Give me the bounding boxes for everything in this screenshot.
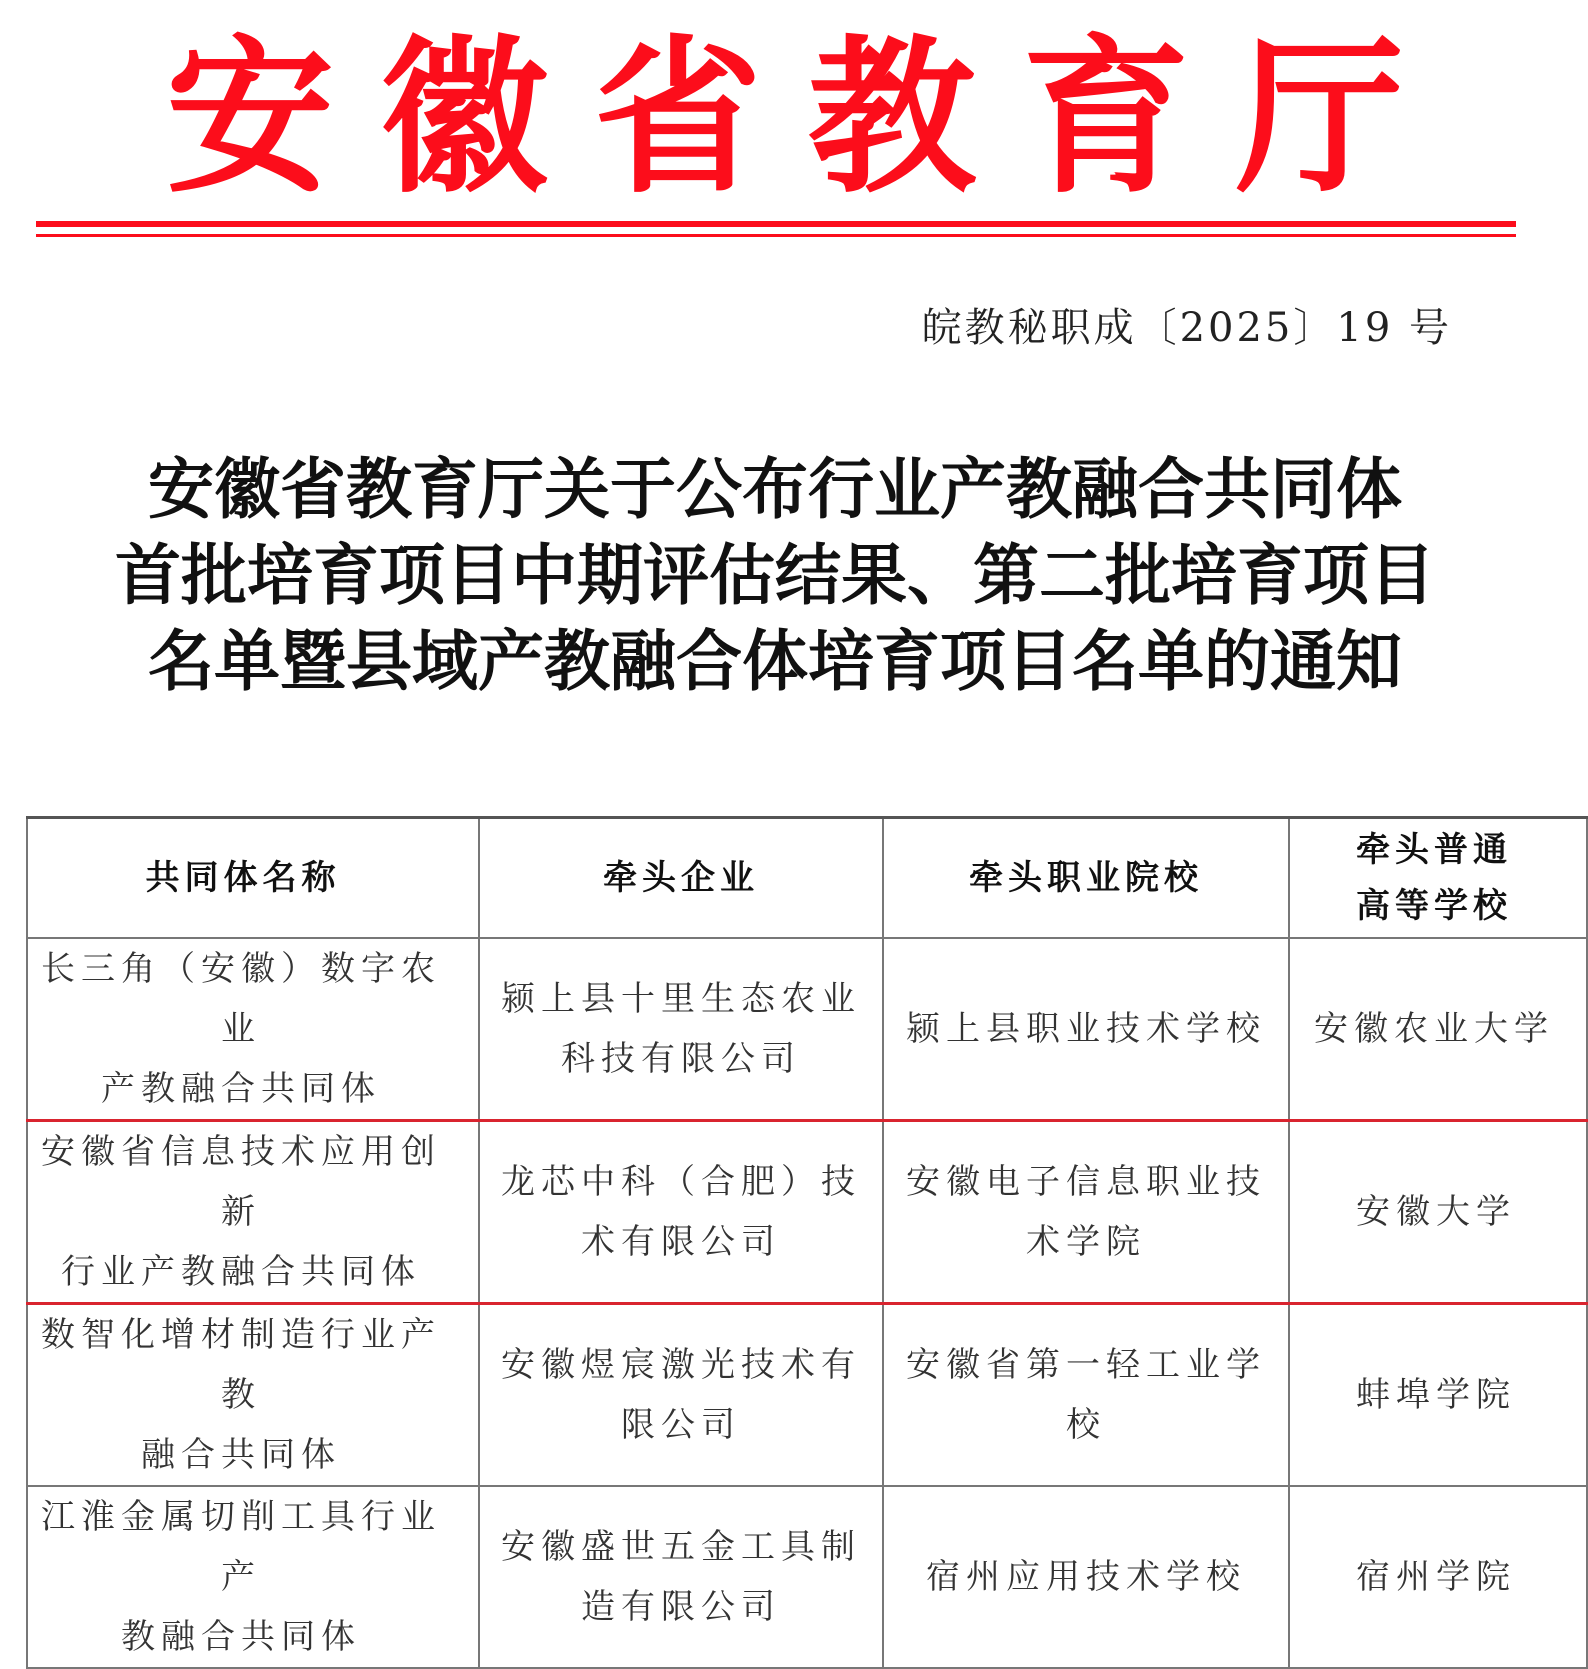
header-community-name: 共同体名称 [27, 818, 479, 939]
header-line: 高等学校 [1356, 886, 1512, 926]
cell-line: 长三角（安徽）数字农业 [41, 949, 441, 1049]
cell-line: 行业产教融合共同体 [61, 1252, 421, 1292]
cell-lead-enterprise [479, 1121, 883, 1304]
project-table-wrapper [26, 816, 1554, 1657]
table-row [27, 1121, 1587, 1304]
header-line: 牵头普通 [1356, 830, 1512, 870]
cell-line: 颍上县职业技术学校 [906, 1009, 1266, 1049]
masthead-rule-thin [36, 234, 1516, 237]
cell-lead-enterprise [479, 1486, 883, 1668]
table-row [27, 938, 1587, 1121]
project-table [26, 816, 1588, 1669]
cell-line: 产教融合共同体 [101, 1069, 381, 1109]
cell-line: 龙芯中科（合肥）技 [501, 1162, 861, 1202]
document-number: 皖教秘职成〔2025〕19 号 [921, 305, 1452, 351]
cell-lead-vocational-school [883, 1486, 1289, 1668]
masthead-rule-thick [36, 221, 1516, 227]
cell-lead-vocational-school [883, 938, 1289, 1121]
header-lead-university [1289, 818, 1587, 939]
table-row [27, 1486, 1587, 1668]
cell-community-name [27, 1304, 479, 1487]
cell-lead-enterprise [479, 1304, 883, 1487]
table-row [27, 1304, 1587, 1487]
title-line: 首批培育项目中期评估结果、第二批培育项目 [115, 536, 1435, 614]
cell-lead-university: 蚌埠学院 [1289, 1304, 1587, 1487]
cell-line: 融合共同体 [141, 1435, 341, 1475]
cell-line: 数智化增材制造行业产教 [41, 1315, 441, 1415]
cell-lead-vocational-school [883, 1304, 1289, 1487]
document-title [26, 446, 1524, 704]
cell-line: 安徽省第一轻工业学 [906, 1345, 1266, 1385]
masthead-char: 育 [1022, 18, 1190, 216]
cell-lead-vocational-school [883, 1121, 1289, 1304]
cell-community-name [27, 938, 479, 1121]
cell-line: 造有限公司 [581, 1587, 781, 1627]
document-page [26, 0, 1554, 1657]
cell-line: 安徽省信息技术应用创新 [41, 1132, 441, 1232]
cell-line: 江淮金属切削工具行业产 [41, 1497, 441, 1597]
cell-line: 颍上县十里生态农业 [501, 979, 861, 1019]
cell-line: 安徽电子信息职业技 [906, 1162, 1266, 1202]
cell-line: 校 [1066, 1405, 1106, 1445]
cell-line: 宿州应用技术学校 [926, 1557, 1246, 1597]
header-lead-enterprise: 牵头企业 [479, 818, 883, 939]
masthead-char: 教 [808, 18, 976, 216]
title-line: 安徽省教育厅关于公布行业产教融合共同体 [148, 450, 1402, 528]
cell-line: 术有限公司 [581, 1222, 781, 1262]
masthead-char: 徽 [380, 18, 548, 216]
masthead [26, 18, 1524, 216]
cell-community-name [27, 1486, 479, 1668]
cell-lead-university: 安徽大学 [1289, 1121, 1587, 1304]
cell-line: 科技有限公司 [561, 1039, 801, 1079]
cell-community-name [27, 1121, 479, 1304]
header-lead-vocational-school: 牵头职业院校 [883, 818, 1289, 939]
title-line: 名单暨县域产教融合体培育项目名单的通知 [148, 622, 1402, 700]
table-header-row [27, 818, 1587, 939]
masthead-char: 省 [594, 18, 762, 216]
cell-line: 安徽煜宸激光技术有 [501, 1345, 861, 1385]
masthead-char: 安 [166, 18, 334, 216]
cell-line: 安徽盛世五金工具制 [501, 1527, 861, 1567]
cell-line: 术学院 [1026, 1222, 1146, 1262]
masthead-char: 厅 [1236, 18, 1404, 216]
cell-line: 限公司 [621, 1405, 741, 1445]
cell-line: 教融合共同体 [121, 1617, 361, 1657]
cell-lead-university: 宿州学院 [1289, 1486, 1587, 1668]
cell-lead-enterprise [479, 938, 883, 1121]
cell-lead-university: 安徽农业大学 [1289, 938, 1587, 1121]
